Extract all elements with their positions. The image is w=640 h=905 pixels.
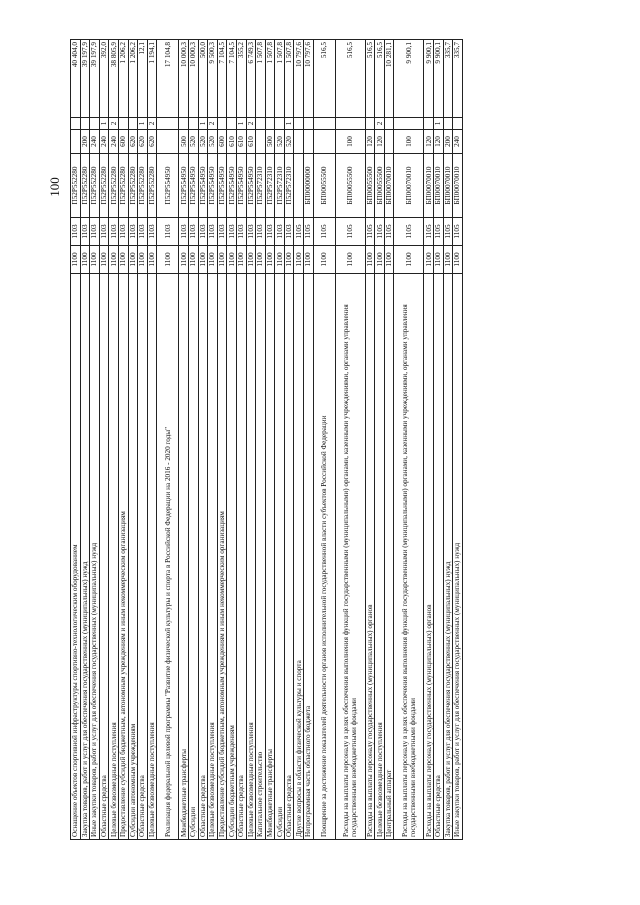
row-expense-type: 600 <box>217 130 227 154</box>
row-amount: 335,7 <box>443 40 453 118</box>
row-expense-type: 120 <box>434 130 444 154</box>
row-expense-type: 100 <box>335 130 365 154</box>
row-ved-code: 1100 <box>188 246 198 274</box>
row-ved-code: 1100 <box>71 246 81 274</box>
row-expense-type: 240 <box>90 130 100 154</box>
table-row <box>179 40 189 840</box>
row-source-code <box>424 118 434 130</box>
table-row <box>375 40 385 840</box>
row-ved-code: 1100 <box>313 246 335 274</box>
row-amount: 39 197,9 <box>90 40 100 118</box>
row-amount: 1 507,8 <box>275 40 285 118</box>
row-name: Предоставление субсидий бюджетным, автономным учреждениям и иным некоммерческим организациям <box>118 274 128 840</box>
row-section-code: 1105 <box>294 218 304 246</box>
row-amount: 39 197,9 <box>80 40 90 118</box>
row-amount: 516,5 <box>365 40 375 118</box>
row-expense-type: 620 <box>128 130 138 154</box>
row-amount: 6 749,3 <box>246 40 256 118</box>
row-target-article: П52Р552280 <box>71 154 81 218</box>
row-name: Областные средства <box>434 274 444 840</box>
row-expense-type: 520 <box>198 130 208 154</box>
row-section-code: 1105 <box>434 218 444 246</box>
row-source-code <box>453 118 463 130</box>
row-name: Областные средства <box>198 274 208 840</box>
row-amount: 1 194,1 <box>147 40 157 118</box>
row-expense-type: 620 <box>147 130 157 154</box>
row-expense-type <box>384 130 394 154</box>
row-ved-code: 1100 <box>304 246 314 274</box>
row-source-code: 1 <box>138 118 148 130</box>
row-source-code: 1 <box>434 118 444 130</box>
row-ved-code: 1100 <box>453 246 463 274</box>
row-source-code <box>335 118 365 130</box>
row-section-code: 1103 <box>71 218 81 246</box>
row-name: Расходы на выплаты персоналу государственных (муниципальных) органов <box>424 274 434 840</box>
row-section-code: 1103 <box>217 218 227 246</box>
table-row <box>256 40 266 840</box>
row-target-article: П52Р554950 <box>157 154 179 218</box>
table-row <box>118 40 128 840</box>
row-ved-code: 1100 <box>80 246 90 274</box>
row-amount: 38 805,9 <box>109 40 119 118</box>
row-section-code: 1103 <box>118 218 128 246</box>
row-name: Поощрение за достижение показателей деятельности органов исполнительной государственной власти субъектов Российской Федерации <box>313 274 335 840</box>
table-row <box>80 40 90 840</box>
row-target-article: БП00055500 <box>365 154 375 218</box>
row-section-code: 1105 <box>424 218 434 246</box>
table-row <box>246 40 256 840</box>
row-ved-code: 1100 <box>208 246 218 274</box>
row-source-code <box>394 118 424 130</box>
row-source-code <box>384 118 394 130</box>
row-name: Реализация федеральной целевой программы "Развитие физической культуры и спорта в Российской Федерации на 2016 - 2020 годы" <box>157 274 179 840</box>
row-target-article: П52Р552280 <box>90 154 100 218</box>
row-expense-type <box>256 130 266 154</box>
row-name: Расходы на выплаты персоналу в целях обеспечения выполнения функций государственными (муниципальными) органами, казенными учреждениями, органами управления государственными внебюджетными фондами <box>394 274 424 840</box>
row-source-code <box>188 118 198 130</box>
row-target-article: БП00055500 <box>375 154 385 218</box>
table-row <box>365 40 375 840</box>
row-section-code: 1103 <box>147 218 157 246</box>
row-name: Иные закупки товаров, работ и услуг для обеспечения государственных (муниципальных) нужд <box>90 274 100 840</box>
table-row <box>147 40 157 840</box>
row-amount: 10 797,6 <box>304 40 314 118</box>
row-amount: 17 104,8 <box>157 40 179 118</box>
row-source-code <box>157 118 179 130</box>
row-name: Субсидии <box>188 274 198 840</box>
row-name: Целевые безвозмездные поступления <box>147 274 157 840</box>
row-amount: 1 206,2 <box>118 40 128 118</box>
row-ved-code: 1100 <box>147 246 157 274</box>
row-name: Целевые безвозмездные поступления <box>109 274 119 840</box>
table-row <box>208 40 218 840</box>
row-source-code <box>265 118 275 130</box>
row-target-article: БП00070010 <box>394 154 424 218</box>
row-section-code: 1103 <box>256 218 266 246</box>
table-row <box>90 40 100 840</box>
row-section-code: 1105 <box>384 218 394 246</box>
row-target-article: П52Р554950 <box>227 154 237 218</box>
row-name: Межбюджетные трансферты <box>265 274 275 840</box>
row-name: Иные закупки товаров, работ и услуг для обеспечения государственных (муниципальных) нужд <box>453 274 463 840</box>
row-ved-code: 1100 <box>109 246 119 274</box>
row-amount: 10 281,1 <box>384 40 394 118</box>
row-amount: 516,5 <box>313 40 335 118</box>
row-name: Другие вопросы в области физической культуры и спорта <box>294 274 304 840</box>
row-source-code: 2 <box>246 118 256 130</box>
row-ved-code: 1100 <box>284 246 294 274</box>
row-name: Капитальное строительство <box>256 274 266 840</box>
row-amount: 10 797,6 <box>294 40 304 118</box>
row-expense-type <box>294 130 304 154</box>
row-expense-type: 120 <box>365 130 375 154</box>
row-section-code: 1103 <box>99 218 109 246</box>
table-row <box>424 40 434 840</box>
row-expense-type: 600 <box>118 130 128 154</box>
row-target-article: П52Р554950 <box>198 154 208 218</box>
row-expense-type <box>304 130 314 154</box>
row-section-code: 1103 <box>265 218 275 246</box>
row-source-code: 2 <box>375 118 385 130</box>
row-section-code: 1103 <box>109 218 119 246</box>
row-section-code: 1103 <box>138 218 148 246</box>
row-ved-code: 1100 <box>365 246 375 274</box>
row-name: Целевые безвозмездные поступления <box>246 274 256 840</box>
row-name: Областные средства <box>284 274 294 840</box>
row-name: Целевые безвозмездные поступления <box>208 274 218 840</box>
table-row <box>284 40 294 840</box>
row-name: Субсидии <box>275 274 285 840</box>
row-amount: 335,7 <box>453 40 463 118</box>
row-ved-code: 1100 <box>246 246 256 274</box>
row-target-article: П52Р572310 <box>284 154 294 218</box>
table-row <box>304 40 314 840</box>
row-section-code: 1103 <box>208 218 218 246</box>
row-section-code: 1103 <box>275 218 285 246</box>
row-amount: 392,0 <box>99 40 109 118</box>
row-section-code: 1103 <box>284 218 294 246</box>
row-amount: 516,5 <box>375 40 385 118</box>
row-expense-type: 610 <box>227 130 237 154</box>
row-ved-code: 1100 <box>227 246 237 274</box>
row-amount: 1 507,8 <box>284 40 294 118</box>
row-section-code: 1105 <box>335 218 365 246</box>
row-expense-type: 500 <box>265 130 275 154</box>
row-target-article: П52Р554950 <box>208 154 218 218</box>
row-target-article: П52Р572310 <box>275 154 285 218</box>
row-source-code <box>90 118 100 130</box>
row-target-article: БП00055500 <box>335 154 365 218</box>
row-target-article: БП00070010 <box>424 154 434 218</box>
row-source-code <box>256 118 266 130</box>
row-ved-code: 1100 <box>198 246 208 274</box>
row-name: Центральный аппарат <box>384 274 394 840</box>
budget-table-body <box>71 40 463 840</box>
row-source-code <box>443 118 453 130</box>
row-source-code <box>365 118 375 130</box>
row-name: Расходы на выплаты персоналу государственных (муниципальных) органов <box>365 274 375 840</box>
row-source-code: 2 <box>208 118 218 130</box>
row-expense-type: 100 <box>394 130 424 154</box>
budget-table-page <box>70 40 580 840</box>
row-amount: 1 206,2 <box>128 40 138 118</box>
row-expense-type: 520 <box>275 130 285 154</box>
row-amount: 9 900,1 <box>434 40 444 118</box>
table-row <box>394 40 424 840</box>
row-amount: 40 404,0 <box>71 40 81 118</box>
row-section-code: 1103 <box>90 218 100 246</box>
row-expense-type: 240 <box>109 130 119 154</box>
table-row <box>217 40 227 840</box>
row-name: Предоставление субсидий бюджетным, автономным учреждениям и иным некоммерческим организациям <box>217 274 227 840</box>
row-name: Межбюджетные трансферты <box>179 274 189 840</box>
row-source-code <box>128 118 138 130</box>
row-amount: 1 507,8 <box>265 40 275 118</box>
row-source-code <box>304 118 314 130</box>
row-ved-code: 1100 <box>256 246 266 274</box>
row-name: Непрограммная часть областного бюджета <box>304 274 314 840</box>
row-expense-type: 500 <box>179 130 189 154</box>
row-source-code <box>217 118 227 130</box>
row-source-code <box>71 118 81 130</box>
row-target-article: П52Р552280 <box>80 154 90 218</box>
row-ved-code: 1100 <box>99 246 109 274</box>
row-ved-code: 1100 <box>443 246 453 274</box>
table-row <box>236 40 246 840</box>
row-amount: 7 104,5 <box>217 40 227 118</box>
row-section-code: 1103 <box>198 218 208 246</box>
row-section-code: 1105 <box>304 218 314 246</box>
row-amount: 12,1 <box>138 40 148 118</box>
row-section-code: 1103 <box>236 218 246 246</box>
row-section-code: 1103 <box>188 218 198 246</box>
row-target-article: П52Р552280 <box>138 154 148 218</box>
row-expense-type: 610 <box>246 130 256 154</box>
row-source-code <box>294 118 304 130</box>
row-amount: 9 500,3 <box>208 40 218 118</box>
row-ved-code: 1100 <box>217 246 227 274</box>
page-number: 100 <box>47 177 62 197</box>
row-target-article: П52Р554950 <box>188 154 198 218</box>
table-row <box>294 40 304 840</box>
row-expense-type: 620 <box>138 130 148 154</box>
row-target-article: БП00070010 <box>434 154 444 218</box>
row-target-article: П52Р552280 <box>99 154 109 218</box>
row-amount: 7 104,5 <box>227 40 237 118</box>
row-section-code: 1103 <box>157 218 179 246</box>
row-target-article: П52Р554950 <box>236 154 246 218</box>
row-section-code: 1103 <box>246 218 256 246</box>
row-source-code: 2 <box>147 118 157 130</box>
row-target-article: П52Р552280 <box>109 154 119 218</box>
row-amount: 10 000,3 <box>179 40 189 118</box>
row-ved-code: 1100 <box>236 246 246 274</box>
row-ved-code: 1100 <box>294 246 304 274</box>
row-name: Областные средства <box>138 274 148 840</box>
row-source-code <box>179 118 189 130</box>
row-source-code <box>80 118 90 130</box>
row-ved-code: 1100 <box>384 246 394 274</box>
row-section-code: 1103 <box>179 218 189 246</box>
row-target-article: П52Р552280 <box>147 154 157 218</box>
row-source-code: 2 <box>109 118 119 130</box>
row-amount: 1 507,8 <box>256 40 266 118</box>
row-ved-code: 1100 <box>138 246 148 274</box>
row-target-article <box>294 154 304 218</box>
row-expense-type: 520 <box>284 130 294 154</box>
row-target-article: БП00055500 <box>313 154 335 218</box>
row-name: Закупка товаров, работ и услуг для обеспечения государственных (муниципальных) нужд <box>443 274 453 840</box>
table-row <box>99 40 109 840</box>
row-amount: 10 000,3 <box>188 40 198 118</box>
row-ved-code: 1100 <box>335 246 365 274</box>
row-section-code: 1105 <box>313 218 335 246</box>
row-section-code: 1103 <box>80 218 90 246</box>
table-row <box>453 40 463 840</box>
row-ved-code: 1100 <box>424 246 434 274</box>
row-section-code: 1105 <box>365 218 375 246</box>
row-target-article: П52Р554950 <box>246 154 256 218</box>
table-row <box>313 40 335 840</box>
row-source-code <box>118 118 128 130</box>
row-ved-code: 1100 <box>157 246 179 274</box>
row-target-article: БП00000000 <box>304 154 314 218</box>
row-name: Расходы на выплаты персоналу в целях обеспечения выполнения функций государственными (муниципальными) органами, казенными учреждениями, органами управления государственными внебюджетными фондами <box>335 274 365 840</box>
row-source-code: 1 <box>99 118 109 130</box>
row-source-code <box>275 118 285 130</box>
row-ved-code: 1100 <box>375 246 385 274</box>
row-target-article: БП00070010 <box>384 154 394 218</box>
table-row <box>434 40 444 840</box>
row-amount: 9 900,1 <box>424 40 434 118</box>
row-expense-type <box>313 130 335 154</box>
row-ved-code: 1100 <box>118 246 128 274</box>
table-row <box>384 40 394 840</box>
row-name: Областные средства <box>236 274 246 840</box>
budget-table <box>70 39 463 840</box>
row-ved-code: 1100 <box>265 246 275 274</box>
row-target-article: П52Р554950 <box>217 154 227 218</box>
row-expense-type: 200 <box>443 130 453 154</box>
row-section-code: 1105 <box>394 218 424 246</box>
row-expense-type <box>71 130 81 154</box>
row-expense-type: 120 <box>375 130 385 154</box>
table-row <box>443 40 453 840</box>
row-expense-type: 240 <box>99 130 109 154</box>
table-row <box>128 40 138 840</box>
row-expense-type: 120 <box>424 130 434 154</box>
table-row <box>188 40 198 840</box>
table-row <box>109 40 119 840</box>
row-target-article: П52Р572310 <box>256 154 266 218</box>
row-name: Целевые безвозмездные поступления <box>375 274 385 840</box>
row-expense-type: 240 <box>453 130 463 154</box>
row-target-article: БП00070010 <box>443 154 453 218</box>
table-row <box>198 40 208 840</box>
table-row <box>227 40 237 840</box>
row-name: Оснащение объектов спортивной инфраструктуры спортивно-технологическим оборудованием <box>71 274 81 840</box>
row-expense-type: 610 <box>236 130 246 154</box>
row-name: Субсидии автономным учреждениям <box>128 274 138 840</box>
table-row <box>157 40 179 840</box>
table-row <box>335 40 365 840</box>
row-section-code: 1105 <box>443 218 453 246</box>
row-source-code <box>313 118 335 130</box>
table-row <box>275 40 285 840</box>
row-name: Закупка товаров, работ и услуг для обеспечения государственных (муниципальных) нужд <box>80 274 90 840</box>
table-row <box>71 40 81 840</box>
row-source-code: 1 <box>198 118 208 130</box>
row-expense-type: 520 <box>188 130 198 154</box>
row-source-code: 1 <box>284 118 294 130</box>
row-target-article: П52Р572310 <box>265 154 275 218</box>
row-source-code: 1 <box>236 118 246 130</box>
row-target-article: БП00070010 <box>453 154 463 218</box>
row-target-article: П52Р552280 <box>128 154 138 218</box>
row-target-article: П52Р552280 <box>118 154 128 218</box>
row-amount: 355,2 <box>236 40 246 118</box>
row-ved-code: 1100 <box>394 246 424 274</box>
row-section-code: 1105 <box>375 218 385 246</box>
row-ved-code: 1100 <box>275 246 285 274</box>
row-ved-code: 1100 <box>90 246 100 274</box>
row-section-code: 1103 <box>128 218 138 246</box>
row-ved-code: 1100 <box>128 246 138 274</box>
row-name: Субсидии бюджетным учреждениям <box>227 274 237 840</box>
table-row <box>138 40 148 840</box>
table-row <box>265 40 275 840</box>
row-amount: 9 900,1 <box>394 40 424 118</box>
row-ved-code: 1100 <box>179 246 189 274</box>
row-section-code: 1103 <box>227 218 237 246</box>
row-name: Областные средства <box>99 274 109 840</box>
row-ved-code: 1100 <box>434 246 444 274</box>
row-expense-type <box>157 130 179 154</box>
row-source-code <box>227 118 237 130</box>
row-expense-type: 520 <box>208 130 218 154</box>
row-amount: 500,0 <box>198 40 208 118</box>
row-amount: 516,5 <box>335 40 365 118</box>
row-target-article: П52Р554950 <box>179 154 189 218</box>
row-expense-type: 200 <box>80 130 90 154</box>
row-section-code: 1105 <box>453 218 463 246</box>
